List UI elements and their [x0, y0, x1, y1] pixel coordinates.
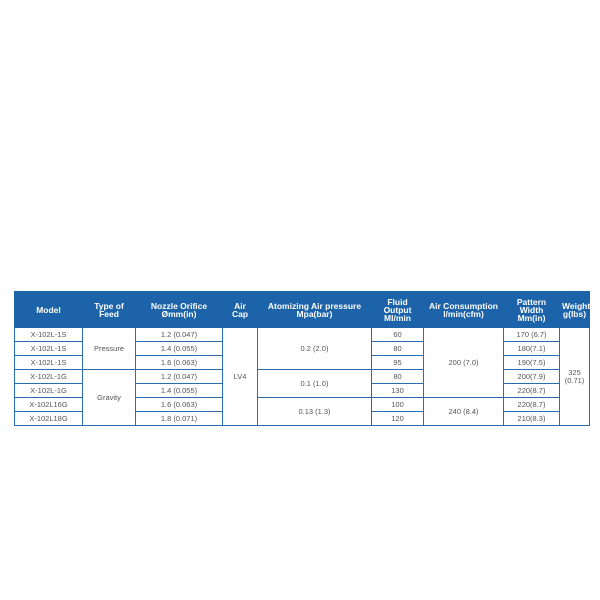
header-nozzle-orifice: Nozzle Orifice Ømm(in) [136, 292, 223, 328]
nozzle-cell: 1.8 (0.071) [136, 412, 223, 426]
header-air-consumption: Air Consumption l/min(cfm) [424, 292, 504, 328]
fluid-output-cell: 100 [372, 398, 424, 412]
model-cell: X-102L-1S [15, 342, 83, 356]
pattern-width-cell: 220(8.7) [504, 398, 560, 412]
nozzle-cell: 1.2 (0.047) [136, 328, 223, 342]
table-row [15, 370, 590, 384]
model-cell: X-102L-1S [15, 328, 83, 342]
fluid-output-cell: 130 [372, 384, 424, 398]
table-row [15, 328, 590, 342]
pattern-width-cell: 200(7.9) [504, 370, 560, 384]
pattern-width-cell: 210(8.3) [504, 412, 560, 426]
model-cell: X-102L16G [15, 398, 83, 412]
weight-cell: 325 (0.71) [560, 328, 590, 426]
nozzle-cell: 1.2 (0.047) [136, 370, 223, 384]
nozzle-cell: 1.4 (0.055) [136, 342, 223, 356]
air-consumption-cell: 200 (7.0) [424, 328, 504, 398]
pattern-width-cell: 180(7.1) [504, 342, 560, 356]
fluid-output-cell: 120 [372, 412, 424, 426]
pattern-width-cell: 190(7.5) [504, 356, 560, 370]
header-pattern-width: Pattern Width Mm(in) [504, 292, 560, 328]
header-weight: Weight g(lbs) [560, 292, 590, 328]
pattern-width-cell: 170 (6.7) [504, 328, 560, 342]
air-pressure-cell: 0.13 (1.3) [258, 398, 372, 426]
pattern-width-cell: 220(8.7) [504, 384, 560, 398]
model-cell: X-102L-1S [15, 356, 83, 370]
nozzle-cell: 1.6 (0.063) [136, 356, 223, 370]
fluid-output-cell: 60 [372, 328, 424, 342]
feed-type-cell: Gravity [83, 370, 136, 426]
header-feed-type: Type of Feed [83, 292, 136, 328]
fluid-output-cell: 80 [372, 370, 424, 384]
fluid-output-cell: 95 [372, 356, 424, 370]
header-fluid-output: Fluid Output Ml/min [372, 292, 424, 328]
air-cap-cell: LV4 [223, 328, 258, 426]
header-air-cap: Air Cap [223, 292, 258, 328]
air-pressure-cell: 0.1 (1.0) [258, 370, 372, 398]
spec-table [14, 291, 590, 426]
nozzle-cell: 1.4 (0.055) [136, 384, 223, 398]
air-consumption-cell: 240 (8.4) [424, 398, 504, 426]
model-cell: X-102L-1G [15, 370, 83, 384]
model-cell: X-102L-1G [15, 384, 83, 398]
air-pressure-cell: 0.2 (2.0) [258, 328, 372, 370]
fluid-output-cell: 80 [372, 342, 424, 356]
nozzle-cell: 1.6 (0.063) [136, 398, 223, 412]
feed-type-cell: Pressure [83, 328, 136, 370]
header-model: Model [15, 292, 83, 328]
model-cell: X-102L18G [15, 412, 83, 426]
header-air-pressure: Atomizing Air pressure Mpa(bar) [258, 292, 372, 328]
header-row [15, 292, 590, 328]
